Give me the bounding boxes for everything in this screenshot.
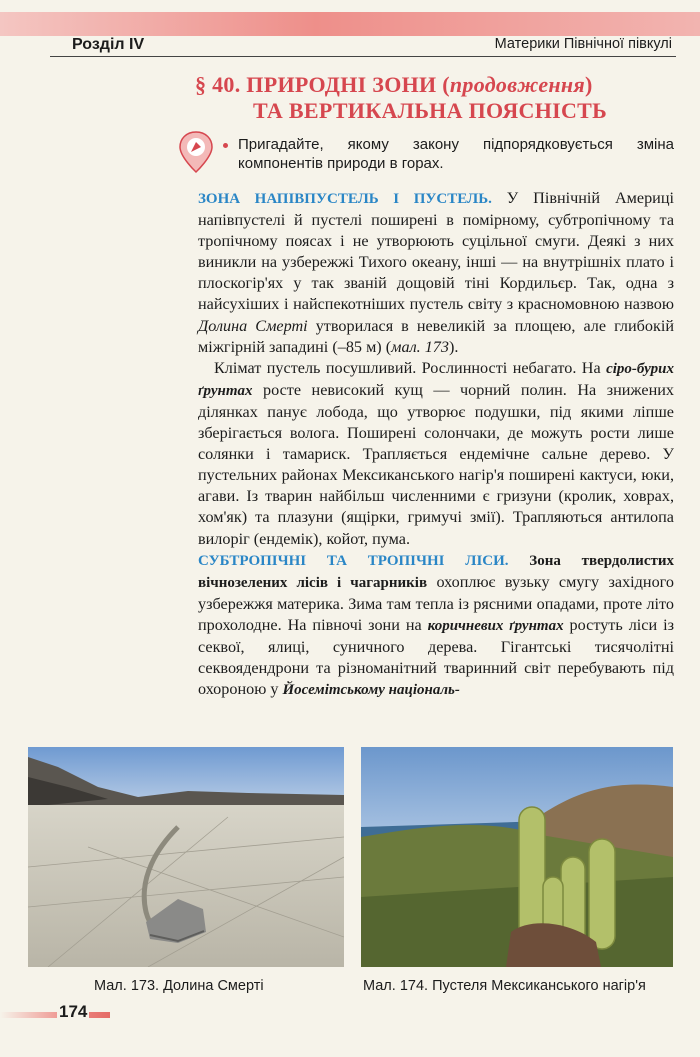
figure-mexican-desert bbox=[361, 747, 673, 967]
footer-color-band bbox=[0, 1012, 110, 1018]
recall-question: Пригадайте, якому закону підпорядковується зміна компонентів природи в горах. bbox=[226, 135, 674, 173]
paragraph-desert-climate: Клімат пустель посушливий. Рослинності небагато. На сіро-бурих ґрунтах росте невисокий кущ — чорний полин. На знижених ділянках панує лобода, що утворює подушки, під якими ліпше зберігається волога. Поширені солончаки, де можуть рости лише солянки і тамариск. Трапляється ендемічне сальне дерево. У пустельних районах Мексиканського нагір'я поширені кактуси, юки, агави. Із тварин найбільш численними є гризуни (кролик, ховрах, хом'як) та плазуни (ящірки, гримучі змії). Трапляються антилопа вилоріг (ендемік), койот, пума. bbox=[198, 358, 674, 548]
title-line2: ТА ВЕРТИКАЛЬНА ПОЯСНІСТЬ bbox=[253, 98, 607, 123]
figure-death-valley bbox=[28, 747, 344, 967]
page-number: 174 bbox=[59, 1002, 88, 1021]
bullet-dot-icon bbox=[223, 143, 228, 148]
header-divider bbox=[50, 56, 676, 57]
location-pin-icon bbox=[178, 130, 214, 174]
mexican-desert-photo bbox=[361, 747, 673, 967]
title-line1: § 40. ПРИРОДНІ ЗОНИ (продовження) bbox=[195, 72, 593, 97]
page-title bbox=[195, 72, 665, 124]
paragraph-forests: СУБТРОПІЧНІ ТА ТРОПІЧНІ ЛІСИ. Зона твердолистих вічнозелених лісів і чагарників охоплює вузьку смугу західного узбережжя материка. Зима там тепла із рясними опадами, проте літо прохолодне. На півночі зони на коричневих ґрунтах ростуть ліси із секвої, ялиці, суничного дерева. Гігантські тисячолітні секвоядендрони та різноманітний тваринний світ перебувають під охороною у Йосемітському національ- bbox=[198, 552, 675, 699]
section-heading-forests: СУБТРОПІЧНІ ТА ТРОПІЧНІ ЛІСИ. bbox=[198, 552, 509, 569]
paragraph-deserts: ЗОНА НАПІВПУСТЕЛЬ І ПУСТЕЛЬ. У Північній Америці напівпустелі й пустелі поширені в помірному, субтропічному та тропічному поясах і не утворюють суцільної смуги. Деякі з них виникли на узбережжі Тихого океану, інші — на внутрішніх плато і плоскогір'ях у так званій дощовій тіні Кордильєр. Так, одна з найсухіших і найспекотніших пустель світу з красномовною назвою Долина Смерті утворилася в невеликій за площею, але глибокій міжгірній западині (–85 м) (мал. 173). bbox=[198, 189, 675, 356]
figure-173-caption: Мал. 173. Долина Смерті bbox=[94, 978, 264, 994]
running-title: Материки Північної півкулі bbox=[494, 36, 672, 52]
header-color-band bbox=[0, 12, 700, 36]
main-text bbox=[198, 188, 674, 701]
section-heading-deserts: ЗОНА НАПІВПУСТЕЛЬ І ПУСТЕЛЬ. bbox=[198, 191, 492, 207]
death-valley-photo bbox=[28, 747, 344, 967]
section-label: Розділ IV bbox=[72, 36, 145, 53]
figure-174-caption: Мал. 174. Пустеля Мексиканського нагір'я bbox=[363, 978, 646, 994]
